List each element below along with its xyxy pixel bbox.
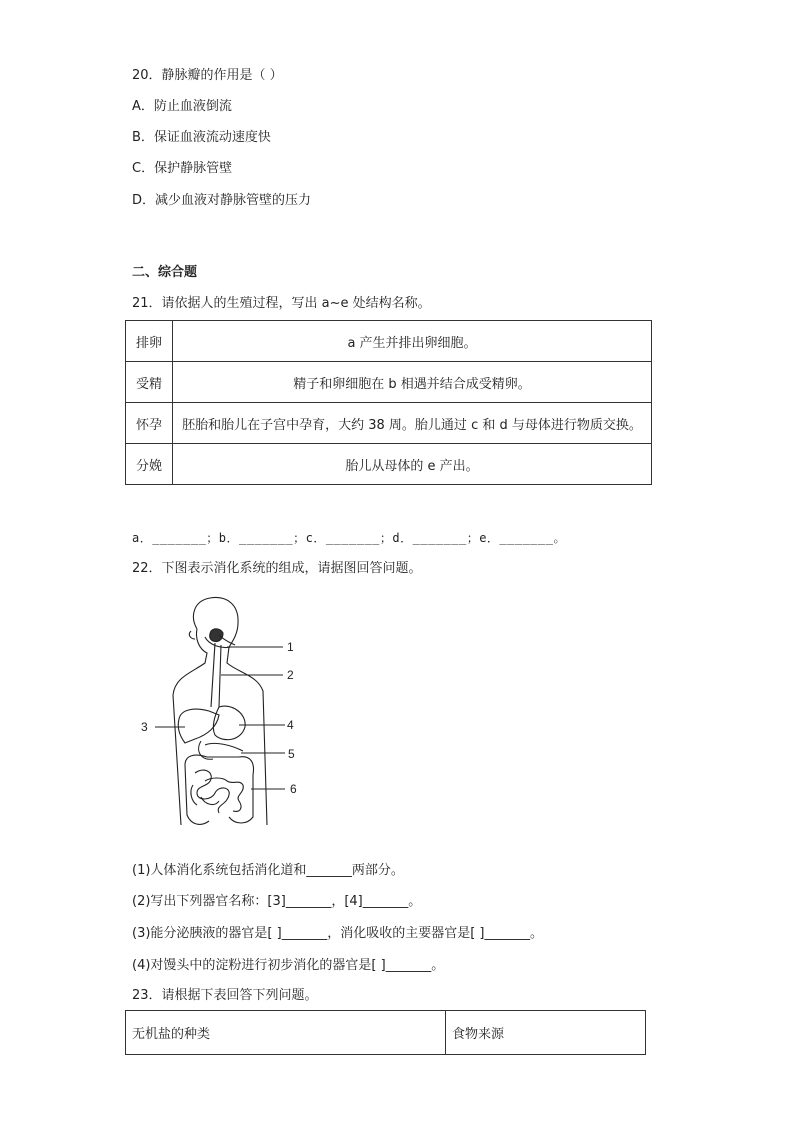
figure-label-1: 1 xyxy=(287,640,294,654)
table-row xyxy=(126,444,652,485)
q21-question: 21．请依据人的生殖过程，写出 a~e 处结构名称。 xyxy=(132,296,431,311)
q20-option-a: A．防止血液倒流 xyxy=(132,99,232,114)
q20-option-b: B．保证血液流动速度快 xyxy=(132,130,271,145)
q22-sub-1: (1)人体消化系统包括消化道和_______两部分。 xyxy=(132,863,404,878)
row-value: 精子和卵细胞在 b 相遇并结合成受精卵。 xyxy=(173,362,652,403)
q21-answer-line: a．_______；b．_______；c．_______；d．_______；e．_______。 xyxy=(132,531,566,545)
row-value: 胎儿从母体的 e 产出。 xyxy=(173,444,652,485)
q22-sub-4: (4)对馒头中的淀粉进行初步消化的器官是[ ]_______。 xyxy=(132,958,445,973)
row-key: 分娩 xyxy=(126,444,173,485)
figure-label-4: 4 xyxy=(287,718,294,732)
row-key: 受精 xyxy=(126,362,173,403)
q23-table xyxy=(125,1010,646,1055)
table-row xyxy=(126,321,652,362)
figure-label-2: 2 xyxy=(287,668,294,682)
header-cell: 无机盐的种类 xyxy=(126,1011,446,1055)
figure-label-3: 3 xyxy=(141,720,148,734)
q20-option-c: C．保护静脉管壁 xyxy=(132,161,233,176)
row-key: 怀孕 xyxy=(126,403,173,444)
header-cell: 食物来源 xyxy=(446,1011,646,1055)
row-value: a 产生并排出卵细胞。 xyxy=(173,321,652,362)
q23-question: 23．请根据下表回答下列问题。 xyxy=(132,988,318,1003)
q22-sub-2: (2)写出下列器官名称：[3]_______，[4]_______。 xyxy=(132,894,422,909)
row-value: 胚胎和胎儿在子宫中孕育，大约 38 周。胎儿通过 c 和 d 与母体进行物质交换。 xyxy=(173,403,652,444)
table-row xyxy=(126,1011,646,1055)
figure-label-6: 6 xyxy=(290,782,297,796)
q22-sub-3: (3)能分泌胰液的器官是[ ]_______，消化吸收的主要器官是[ ]_______。 xyxy=(132,926,543,941)
row-key: 排卵 xyxy=(126,321,173,362)
q20-question: 20．静脉瓣的作用是（ ） xyxy=(132,68,283,83)
figure-label-5: 5 xyxy=(288,747,295,761)
q21-table xyxy=(125,320,652,485)
section-title: 二、综合题 xyxy=(132,265,198,280)
q20-option-d: D．减少血液对静脉管壁的压力 xyxy=(132,193,312,208)
digestive-system-figure xyxy=(135,595,315,835)
q22-question: 22．下图表示消化系统的组成，请据图回答问题。 xyxy=(132,561,422,576)
table-row xyxy=(126,403,652,444)
table-row xyxy=(126,362,652,403)
